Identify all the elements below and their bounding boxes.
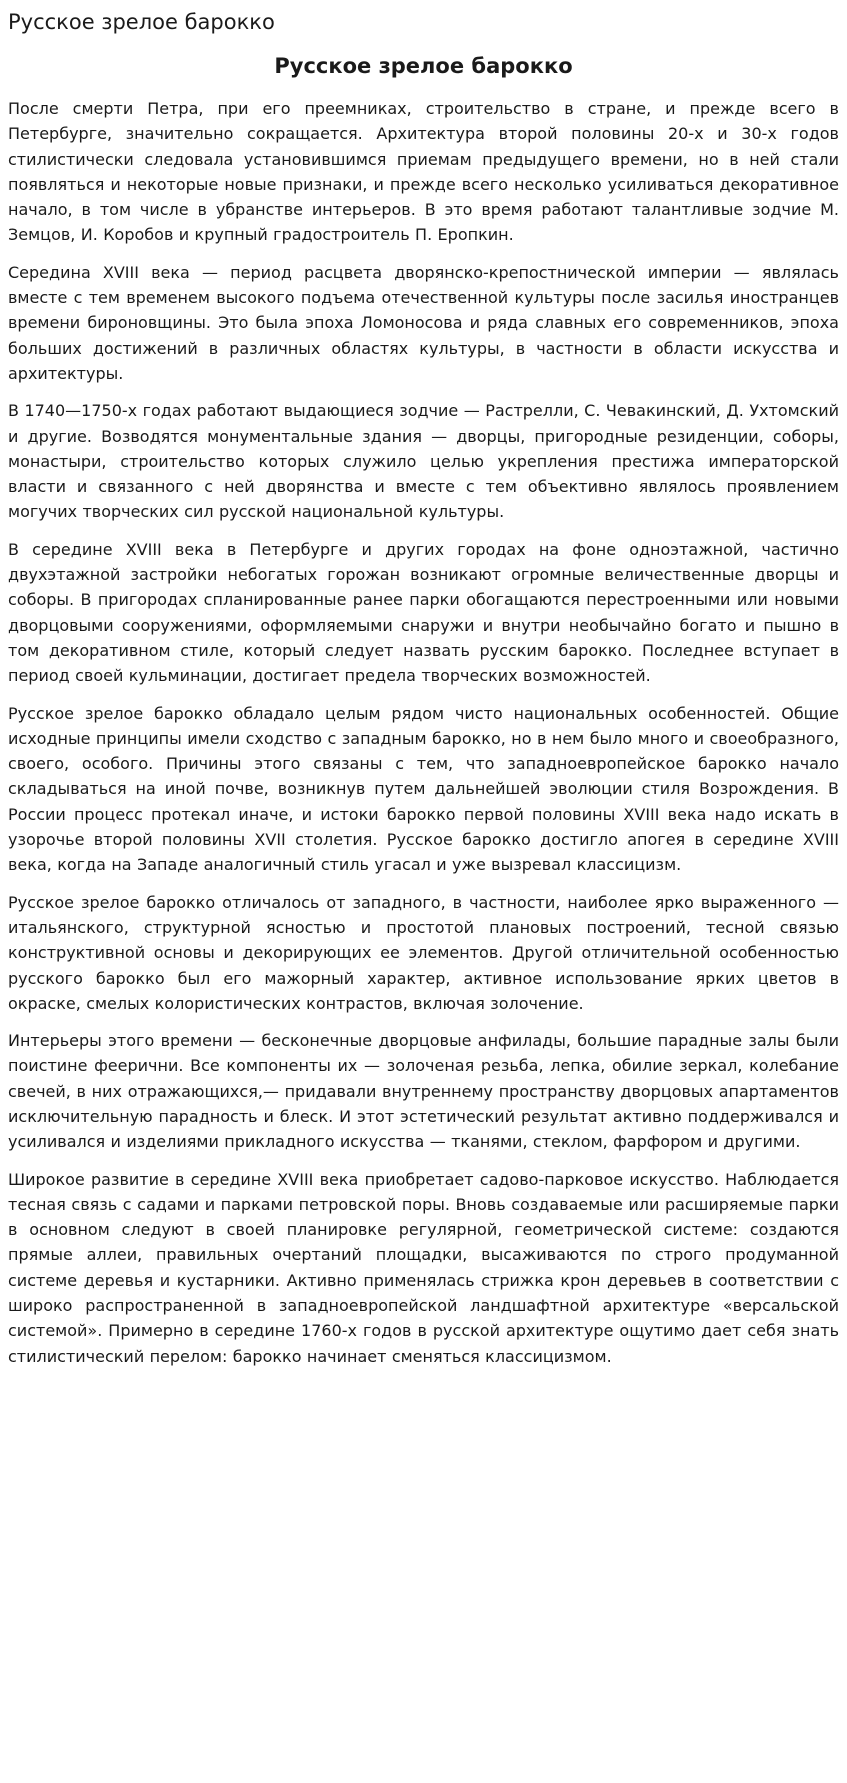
document-title: Русское зрелое барокко — [8, 10, 275, 34]
article-heading: Русское зрелое барокко — [274, 54, 573, 78]
paragraph: После смерти Петра, при его преемниках, строительство в стране, и прежде всего в Петербурге, значительно сокращается. Архитектура второй половины 20-х и 30-х годов стилистически следовала установившимся приемам предыдущего времени, но в ней стали появляться и некоторые новые признаки, и прежде всего несколько усиливаться декоративное начало, в том числе в убранстве интерьеров. В это время работают талантливые зодчие М. Земцов, И. Коробов и крупный градостроитель П. Еропкин. — [8, 99, 839, 245]
paragraph: Широкое развитие в середине XVIII века приобретает садово-парковое искусство. Наблюдается тесная связь с садами и парками петровской поры. Вновь создаваемые или расширяемые парки в основном следуют в своей планировке регулярной, геометрической системе: создаются прямые аллеи, правильных очертаний площадки, высаживаются по строго продуманной системе деревья и кустарники. Активно применялась стрижка крон деревьев в соответствии с широко распространенной в западноевропейской ландшафтной архитектуре «версальской системой». Примерно в середине 1760-х годов в русской архитектуре ощутимо дает себя знать стилистический перелом: барокко начинает сменяться классицизмом. — [8, 1169, 839, 1366]
paragraph: Русское зрелое барокко обладало целым рядом чисто национальных особенностей. Общие исходные принципы имели сходство с западным барокко, но в нем было много и своеобразного, своего, особого. Причины этого связаны с тем, что западноевропейское барокко начало складываться на иной почве, возникнув путем дальнейшей эволюции стиля Возрождения. В России процесс протекал иначе, и истоки барокко первой половины XVIII века надо искать в узорочье второй половины XVII столетия. Русское барокко достигло апогея в середине XVIII века, когда на Западе аналогичный стиль угасал и уже вызревал классицизм. — [8, 703, 839, 875]
document-page — [0, 9, 847, 1783]
paragraph: В середине XVIII века в Петербурге и других городах на фоне одноэтажной, частично двухэтажной застройки небогатых горожан возникают огромные величественные дворцы и соборы. В пригородах спланированные ранее парки обогащаются перестроенными или новыми дворцовыми сооружениями, оформляемыми снаружи и внутри необычайно богато и пышно в том декоративном стиле, который следует назвать русским барокко. Последнее вступает в период своей кульминации, достигает предела творческих возможностей. — [8, 539, 839, 686]
paragraph: В 1740—1750-х годах работают выдающиеся зодчие — Растрелли, С. Чевакинский, Д. Ухтомский и другие. Возводятся монументальные здания — дворцы, пригородные резиденции, соборы, монастыри, строительство которых служило целью укрепления престижа императорской власти и связанного с ней дворянства и вместе с тем объективно являлось проявлением могучих творческих сил русской национальной культуры. — [8, 401, 839, 522]
paragraph: Середина XVIII века — период расцвета дворянско-крепостнической империи — являлась вместе с тем временем высокого подъема отечественной культуры после засилья иностранцев времени бироновщины. Это была эпоха Ломоносова и ряда славных его современников, эпоха больших достижений в различных областях культуры, в частности в области искусства и архитектуры. — [8, 262, 839, 383]
paragraph: Интерьеры этого времени — бесконечные дворцовые анфилады, большие парадные залы были поистине феерични. Все компоненты их — золоченая резьба, лепка, обилие зеркал, колебание свечей, в них отражающихся,— придавали внутреннему пространству дворцовых апартаментов исключительную парадность и блеск. И этот эстетический результат активно поддерживался и усиливался и изделиями прикладного искусства — тканями, стеклом, фарфором и другими. — [8, 1031, 839, 1152]
paragraph: Русское зрелое барокко отличалось от западного, в частности, наиболее ярко выраженного — итальянского, структурной ясностью и простотой плановых построений, тесной связью конструктивной основы и декорирующих ее элементов. Другой отличительной особенностью русского барокко был его мажорный характер, активное использование ярких цветов в окраске, смелых колористических контрастов, включая золочение. — [8, 892, 839, 1013]
